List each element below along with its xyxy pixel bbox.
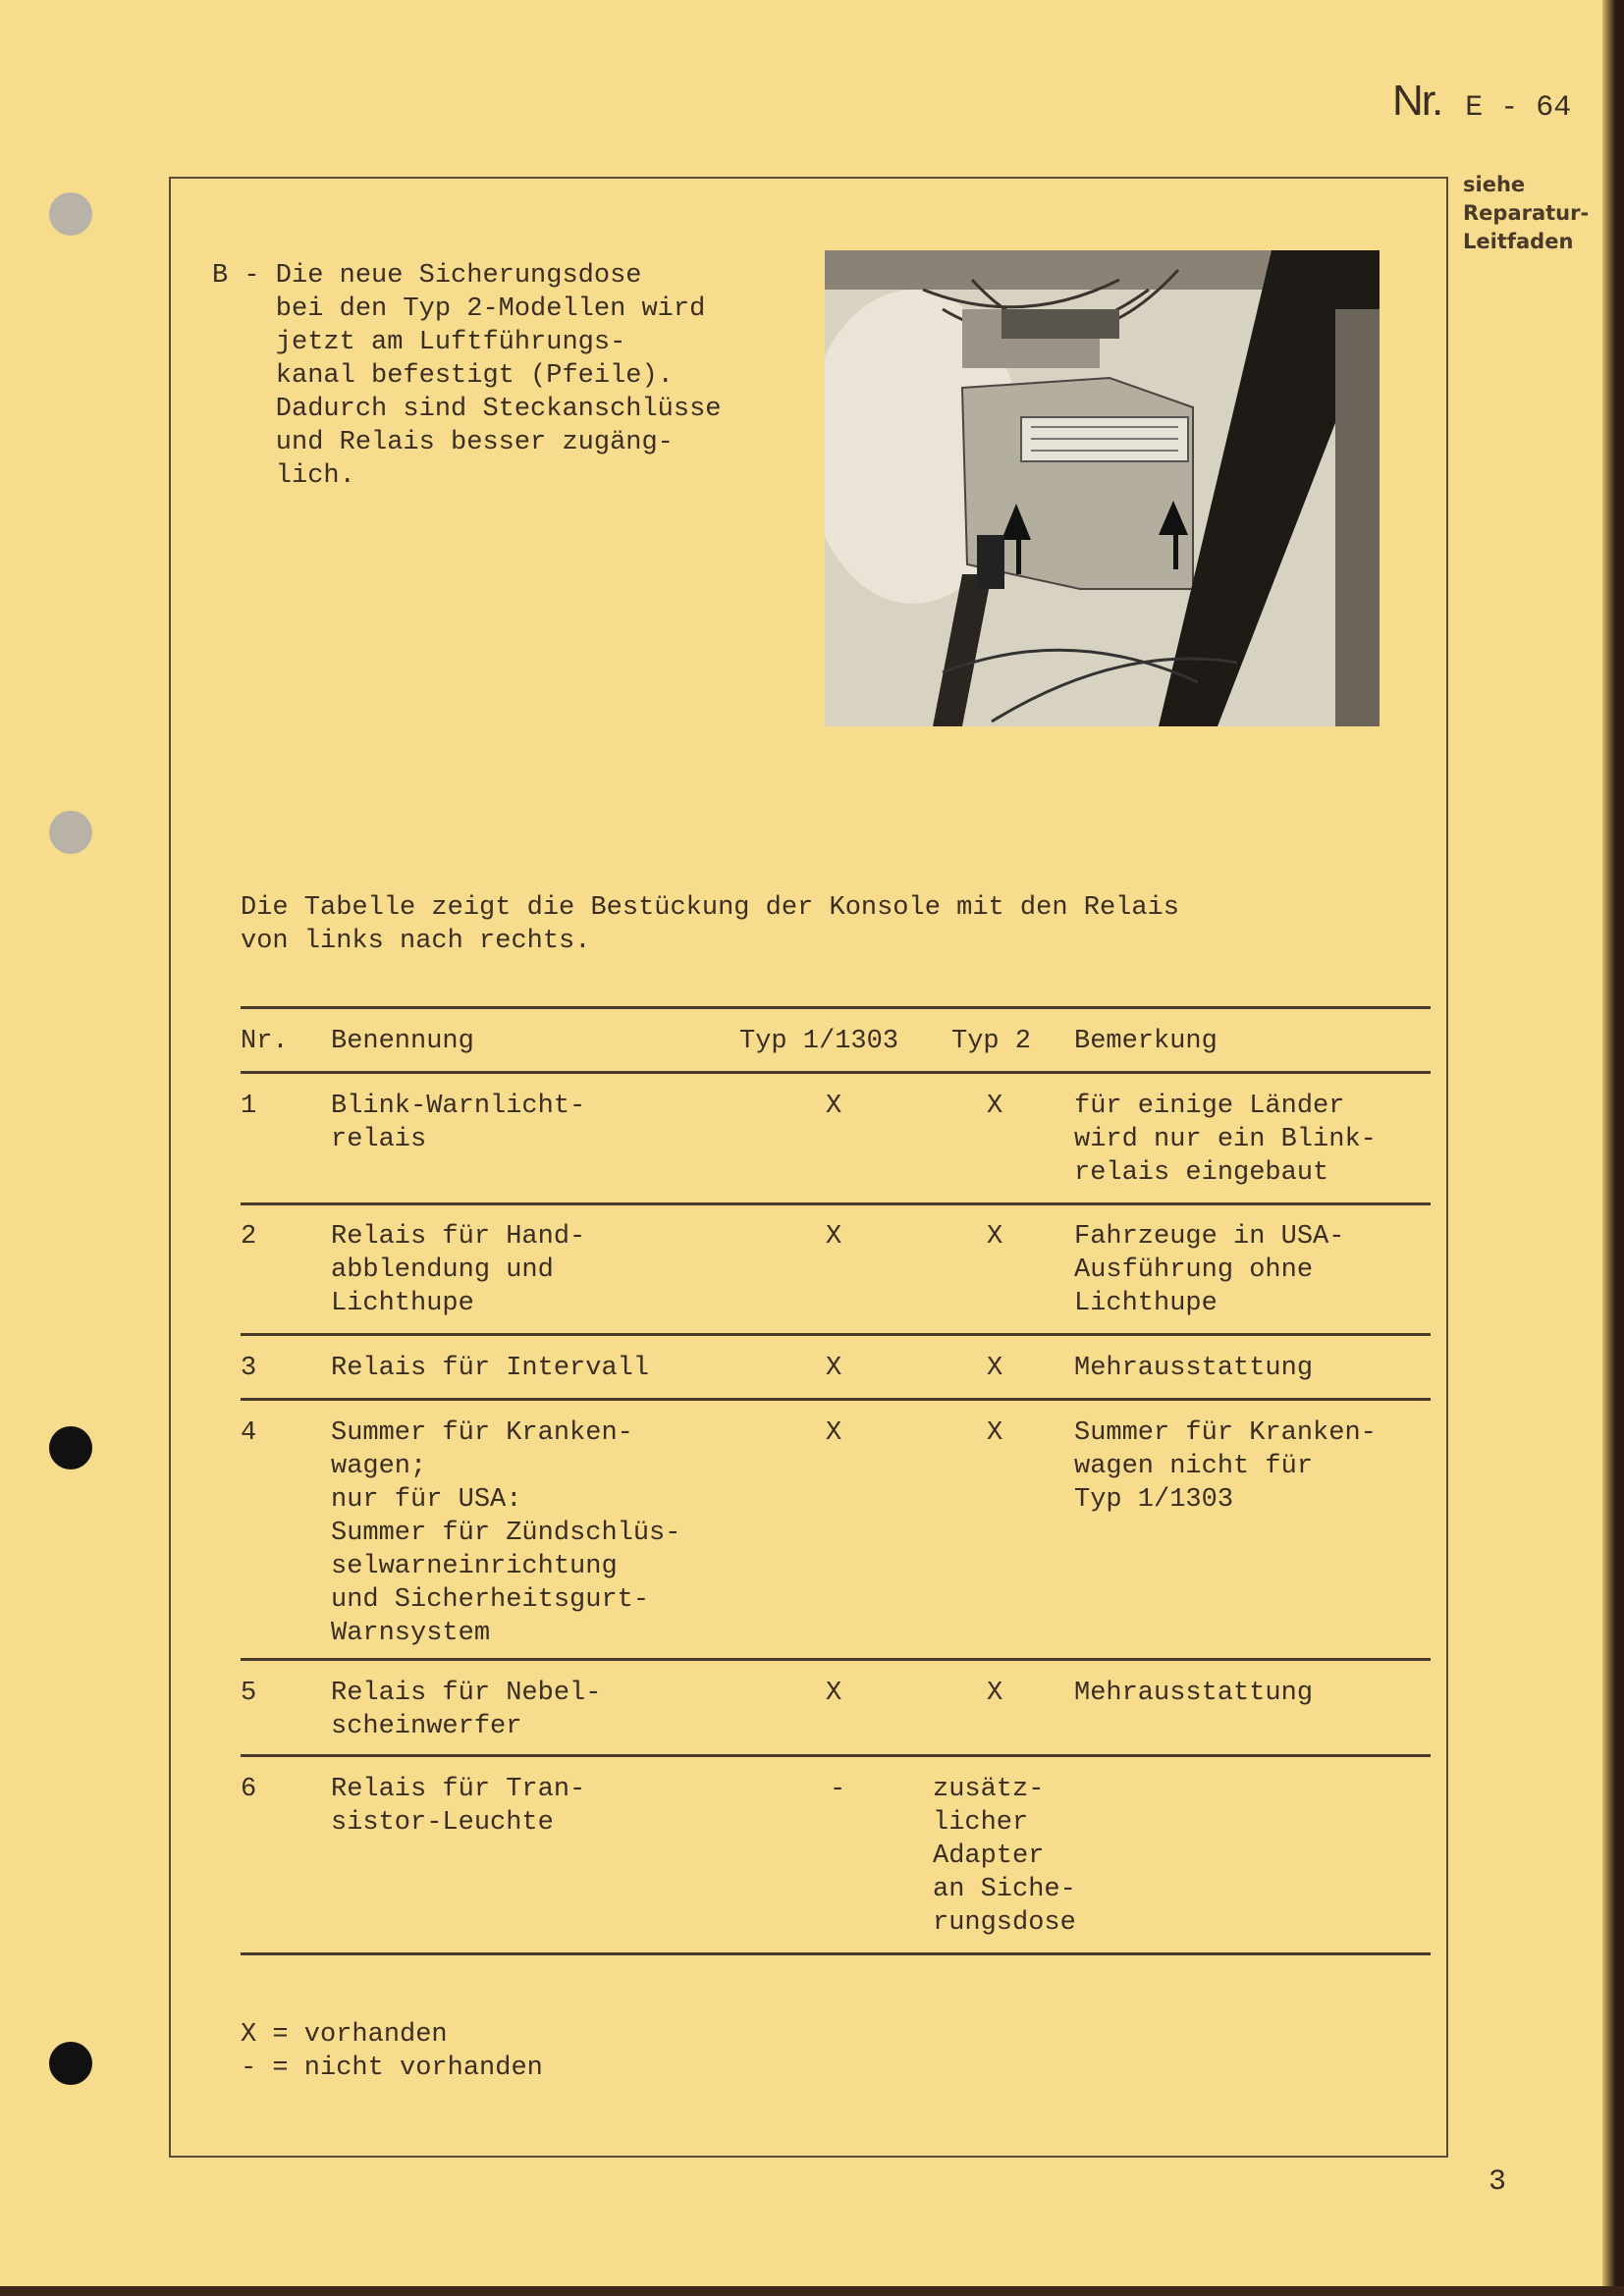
- fuse-box-photo: [825, 250, 1380, 726]
- document-number: [1392, 77, 1571, 128]
- nr-label: Nr.: [1392, 77, 1442, 125]
- header-name: Benennung: [331, 1027, 474, 1056]
- table-intro: Die Tabelle zeigt die Bestückung der Konsole mit den Relais von links nach rechts.: [241, 893, 1179, 956]
- header-typ2: Typ 2: [951, 1027, 1032, 1056]
- section-b-text: B - Die neue Sicherungsdose bei den Typ 2-Modellen wird jetzt am Luftführungs- kanal befestigt (Pfeile). Dadurch sind Steckanschlüsse und Relais besser zugäng- lich.: [212, 261, 722, 491]
- row-typ1: -: [830, 1775, 846, 1804]
- row-typ2: X: [987, 1679, 1003, 1708]
- row-nr: 2: [241, 1222, 257, 1252]
- doc-code: E - 64: [1465, 91, 1572, 125]
- row-typ1: X: [826, 1679, 842, 1708]
- row-remark: Summer für Kranken- wagen nicht für Typ 1/1303: [1074, 1418, 1377, 1515]
- header-remark: Bemerkung: [1074, 1027, 1218, 1056]
- row-typ2: X: [987, 1354, 1003, 1383]
- page-edge-right: [1602, 0, 1624, 2296]
- row-typ2: X: [987, 1092, 1003, 1121]
- row-typ1: X: [826, 1354, 842, 1383]
- table-rule: [241, 1202, 1431, 1205]
- header-typ1: Typ 1/1303: [739, 1027, 899, 1056]
- row-typ2: X: [987, 1418, 1003, 1448]
- legend-present: X = vorhanden: [241, 2020, 448, 2050]
- row-nr: 1: [241, 1092, 257, 1121]
- table-rule: [241, 1658, 1431, 1661]
- table-rule: [241, 1071, 1431, 1074]
- row-remark: Mehrausstattung: [1074, 1679, 1314, 1708]
- table-rule: [241, 1754, 1431, 1757]
- punch-hole: [49, 192, 92, 236]
- table-rule: [241, 1952, 1431, 1955]
- punch-hole: [49, 811, 92, 854]
- row-typ2: zusätz- licher Adapter an Siche- rungsdose: [933, 1775, 1076, 1938]
- row-nr: 4: [241, 1418, 257, 1448]
- row-typ2: X: [987, 1222, 1003, 1252]
- table-rule: [241, 1006, 1431, 1009]
- row-remark: Mehrausstattung: [1074, 1354, 1314, 1383]
- row-nr: 6: [241, 1775, 257, 1804]
- side-note: siehe Reparatur- Leitfaden: [1463, 173, 1590, 253]
- row-typ1: X: [826, 1092, 842, 1121]
- page-number: 3: [1489, 2165, 1507, 2199]
- page-edge-bottom: [0, 2286, 1624, 2296]
- row-name: Relais für Tran- sistor-Leuchte: [331, 1775, 586, 1838]
- row-nr: 3: [241, 1354, 257, 1383]
- row-name: Blink-Warnlicht- relais: [331, 1092, 586, 1154]
- row-remark: Fahrzeuge in USA- Ausführung ohne Lichthupe: [1074, 1222, 1345, 1318]
- table-rule: [241, 1398, 1431, 1401]
- row-remark: für einige Länder wird nur ein Blink- relais eingebaut: [1074, 1092, 1377, 1188]
- legend-absent: - = nicht vorhanden: [241, 2054, 543, 2083]
- punch-hole: [49, 1426, 92, 1469]
- row-typ1: X: [826, 1222, 842, 1252]
- row-nr: 5: [241, 1679, 257, 1708]
- row-name: Relais für Intervall: [331, 1354, 650, 1383]
- row-name: Summer für Kranken- wagen; nur für USA: Summer für Zündschlüs- selwarneinrichtung und Sicherheitsgurt- Warnsystem: [331, 1418, 681, 1648]
- table-rule: [241, 1333, 1431, 1336]
- row-name: Relais für Nebel- scheinwerfer: [331, 1679, 602, 1741]
- row-name: Relais für Hand- abblendung und Lichthupe: [331, 1222, 586, 1318]
- row-typ1: X: [826, 1418, 842, 1448]
- punch-hole: [49, 2042, 92, 2085]
- header-nr: Nr.: [241, 1027, 289, 1056]
